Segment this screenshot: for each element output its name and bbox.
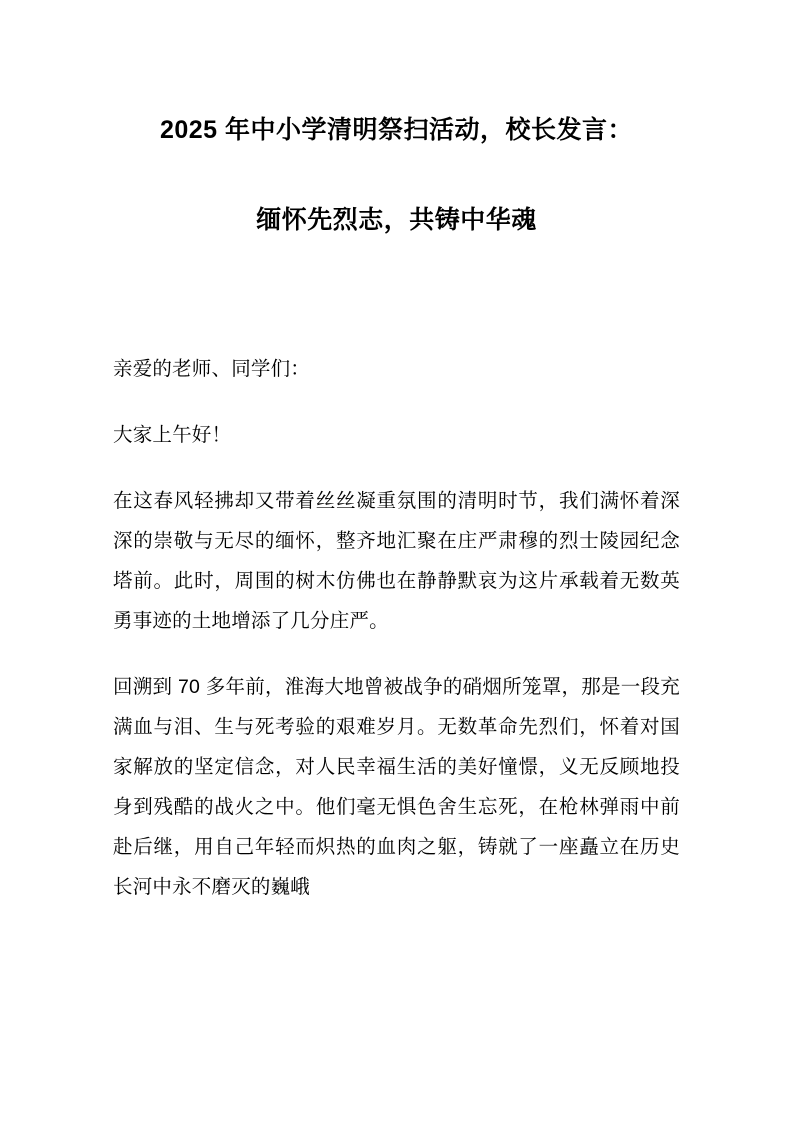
body-paragraph-1: 在这春风轻拂却又带着丝丝凝重氛围的清明时节，我们满怀着深深的崇敬与无尽的缅怀，整齐地汇聚在庄严肃穆的烈士陵园纪念塔前。此时，周围的树木仿佛也在静静默哀为这片承载着无数英勇事迹的土地增添了几分庄严。 bbox=[113, 490, 680, 632]
document-body bbox=[113, 349, 680, 907]
salutation-paragraph: 亲爱的老师、同学们： bbox=[113, 358, 311, 380]
page-title: 2025 年中小学清明祭扫活动，校长发言： bbox=[159, 116, 634, 144]
page-subtitle: 缅怀先烈志，共铸中华魂 bbox=[256, 205, 537, 234]
greeting-paragraph: 大家上午好！ bbox=[113, 424, 232, 446]
body-paragraph-2: 回溯到 70 多年前，淮海大地曾被战争的硝烟所笼罩，那是一段充满血与泪、生与死考验的艰难岁月。无数革命先烈们，怀着对国家解放的坚定信念，对人民幸福生活的美好憧憬，义无反顾地投身到残酷的战火之中。他们毫无惧色舍生忘死，在枪林弹雨中前赴后继，用自己年轻而炽热的血肉之躯，铸就了一座矗立在历史长河中永不磨灭的巍峨 bbox=[113, 676, 680, 898]
